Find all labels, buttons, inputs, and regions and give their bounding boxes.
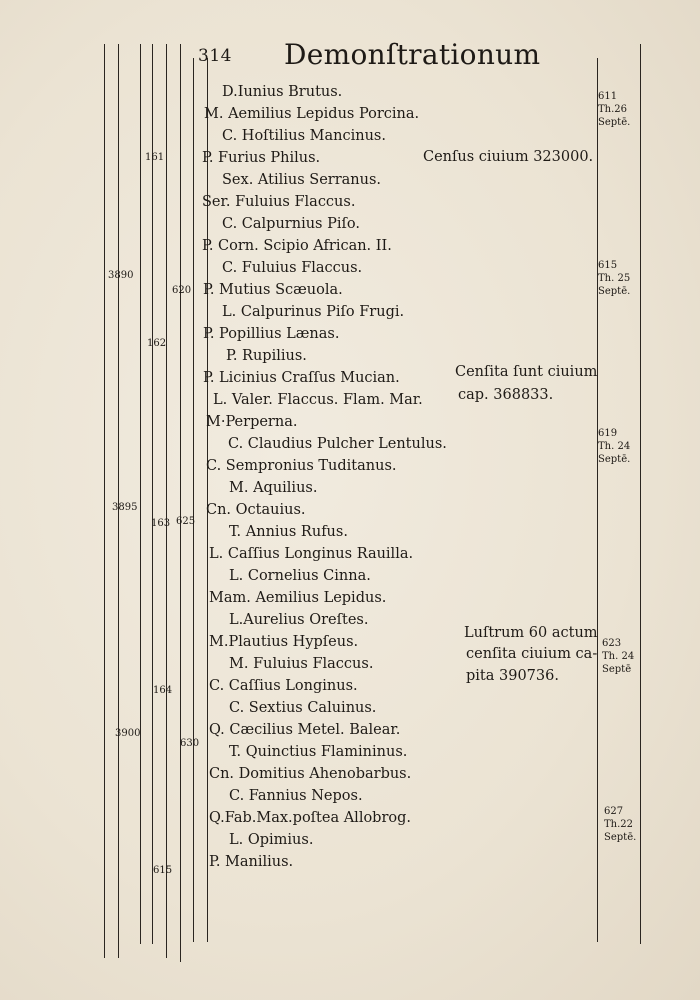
consul-entry: Mam. Aemilius Lepidus. <box>209 590 387 606</box>
consul-entry: M·Perperna. <box>206 414 298 430</box>
right-note-year: 615 <box>598 260 618 271</box>
right-note-line: Th.22 <box>604 819 634 830</box>
column-rule <box>140 44 141 944</box>
consul-entry: L. Opimius. <box>229 832 314 848</box>
consul-entry: P. Licinius Craſſus Mucian. <box>203 370 400 386</box>
margin-year-world: 3890 <box>108 270 134 281</box>
margin-olympiad: 164 <box>153 685 173 696</box>
right-note-year: 611 <box>598 91 618 102</box>
census-note: Luſtrum 60 actum <box>464 625 598 641</box>
consul-entry: P. Rupilius. <box>226 348 307 364</box>
consul-entry: C. Fuluius Flaccus. <box>222 260 363 276</box>
consul-entry: L. Calpurinus Piſo Frugi. <box>222 304 405 320</box>
consul-entry: L. Cornelius Cinna. <box>229 568 371 584</box>
margin-olympiad: 615 <box>153 865 173 876</box>
census-note: Cenſita ſunt ciuium <box>455 364 598 380</box>
consul-entry: C. Fannius Nepos. <box>229 788 363 804</box>
consul-entry: T. Annius Rufus. <box>229 524 348 540</box>
page-number: 314 <box>198 46 232 66</box>
consul-entry: C. Caſſius Longinus. <box>209 678 358 694</box>
consul-entry: M. Fuluius Flaccus. <box>229 656 374 672</box>
right-note-line: Septē. <box>598 454 631 465</box>
margin-year-world: 3895 <box>112 502 138 513</box>
right-margin-note <box>598 90 630 129</box>
column-rule <box>104 44 105 958</box>
right-note-line: Th.26 <box>598 104 628 115</box>
column-rule <box>180 44 181 962</box>
column-rule <box>597 58 598 942</box>
right-note-year: 623 <box>602 638 622 649</box>
right-note-line: Septē. <box>604 832 637 843</box>
column-rule <box>207 58 208 942</box>
consul-entry: Ser. Fuluius Flaccus. <box>202 194 356 210</box>
column-rule <box>166 44 167 958</box>
margin-year-city: 620 <box>172 285 192 296</box>
consul-entry: L. Valer. Flaccus. Flam. Mar. <box>213 392 423 408</box>
consul-entry: T. Quinctius Flamininus. <box>229 744 408 760</box>
right-note-year: 619 <box>598 428 618 439</box>
consul-entry: P. Popillius Lænas. <box>203 326 340 342</box>
census-note: Cenſus ciuium 323000. <box>423 149 594 165</box>
column-rule <box>152 44 153 944</box>
consul-entry: P. Manilius. <box>209 854 294 870</box>
consul-entry: P. Corn. Scipio African. II. <box>202 238 392 254</box>
consul-entry: C. Claudius Pulcher Lentulus. <box>228 436 447 452</box>
consul-entry: M.Plautius Hypſeus. <box>209 634 359 650</box>
consul-entry: Q. Cæcilius Metel. Balear. <box>209 722 401 738</box>
consul-entry: C. Sextius Caluinus. <box>229 700 377 716</box>
margin-olympiad: 163 <box>151 518 171 529</box>
margin-year-world: 3900 <box>115 728 141 739</box>
consul-entry: Cn. Octauius. <box>206 502 306 518</box>
right-note-line: Th. 24 <box>598 441 631 452</box>
consul-entry: M. Aquilius. <box>229 480 318 496</box>
right-note-line: Th. 25 <box>598 273 631 284</box>
consul-entry: Sex. Atilius Serranus. <box>222 172 382 188</box>
right-note-line: Th. 24 <box>602 651 635 662</box>
consul-entry: Q.Fab.Max.poſtea Allobrog. <box>209 810 412 826</box>
margin-olympiad: 161 <box>145 152 165 163</box>
column-rule <box>193 58 194 942</box>
consul-entry: L. Caſſius Longinus Rauilla. <box>209 546 414 562</box>
right-note-year: 627 <box>604 806 624 817</box>
consul-entry: D.Iunius Brutus. <box>222 84 343 100</box>
census-note: cap. 368833. <box>458 387 554 403</box>
right-note-line: Septē. <box>598 286 631 297</box>
right-margin-note <box>598 427 630 466</box>
margin-year-city: 630 <box>180 738 200 749</box>
column-rule <box>118 44 119 958</box>
consul-entry: M. Aemilius Lepidus Porcina. <box>204 106 420 122</box>
right-margin-note <box>598 259 630 298</box>
margin-olympiad: 162 <box>147 338 167 349</box>
census-note: cenſita ciuium ca- <box>466 646 598 662</box>
consul-entry: P. Mutius Scæuola. <box>203 282 343 298</box>
column-rule <box>640 44 641 944</box>
page-title: Demonſtrationum <box>284 38 541 71</box>
consul-entry: C. Calpurnius Piſo. <box>222 216 360 232</box>
right-margin-note <box>602 637 634 676</box>
consul-entry: C. Hoſtilius Mancinus. <box>222 128 386 144</box>
census-note: pita 390736. <box>466 668 559 684</box>
consul-entry: Cn. Domitius Ahenobarbus. <box>209 766 412 782</box>
right-note-line: Septē. <box>598 117 631 128</box>
right-margin-note <box>604 805 636 844</box>
margin-year-city: 625 <box>176 516 196 527</box>
right-note-line: Septē <box>602 664 632 675</box>
consul-entry: L.Aurelius Oreſtes. <box>229 612 369 628</box>
consul-entry: C. Sempronius Tuditanus. <box>206 458 397 474</box>
consul-entry: P. Furius Philus. <box>202 150 321 166</box>
